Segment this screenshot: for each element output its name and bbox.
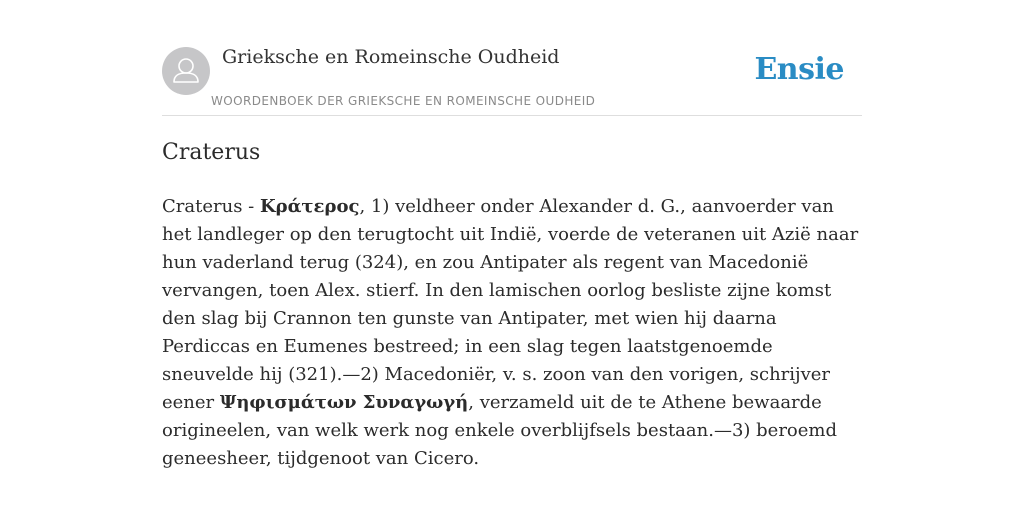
entry-card	[162, 0, 862, 512]
person-icon	[162, 47, 210, 95]
entry-body	[162, 193, 862, 473]
user-avatar-icon[interactable]	[162, 47, 210, 95]
header-divider	[162, 115, 862, 116]
entry-body-text: Craterus -	[162, 196, 260, 217]
greek-term: Ψηφισμάτων Συναγωγή	[219, 392, 469, 413]
entry-body-text: , 1) veldheer onder Alexander d. G., aanvoerder van het landleger op den terugtocht uit Indië, voerde de veteranen uit Azië naar hun vaderland terug (324), en zou Antipater als regent van Macedonië vervangen, toen Alex. stierf. In den lamischen oorlog besliste zijne komst den slag bij Crannon ten gunste van Antipater, met wien hij daarna Perdiccas en Eumenes bestreed; in een slag tegen laatstgenoemde sneuvelde hij (321).—2) Macedoniër, v. s. zoon van den vorigen, schrijver eener	[162, 196, 859, 413]
greek-term: Κράτερος	[259, 196, 360, 217]
entry-title: Craterus	[162, 140, 261, 165]
source-subtitle[interactable]: WOORDENBOEK DER GRIEKSCHE EN ROMEINSCHE OUDHEID	[211, 94, 596, 108]
source-title[interactable]: Grieksche en Romeinsche Oudheid	[222, 46, 560, 68]
entry-body-text: , verzameld uit de te Athene bewaarde origineelen, van welk werk nog enkele overblijfsels bestaan.—3) beroemd geneesheer, tijdgenoot van Cicero.	[162, 392, 838, 469]
brand-logo[interactable]: Ensie	[754, 52, 844, 87]
